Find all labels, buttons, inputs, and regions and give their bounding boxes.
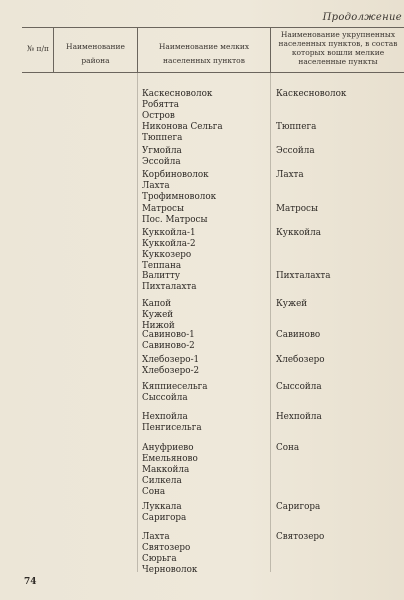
small-settlement-name: Сона	[142, 487, 166, 497]
large-settlement-name: Хлебозеро	[276, 355, 325, 365]
table-top-rule	[22, 27, 404, 28]
small-settlement-name: Капой	[142, 299, 172, 309]
small-settlement-name: Куккозеро	[142, 250, 192, 260]
small-settlements-group	[142, 271, 197, 293]
small-settlement-name: Луккала	[142, 502, 182, 512]
small-settlements-group	[142, 204, 207, 226]
large-settlement-name: Нехпойла	[276, 412, 322, 422]
small-settlement-name: Лахта	[142, 532, 170, 542]
header-small-settlements: Наименование мелких населенных пунктов	[158, 42, 250, 65]
small-settlement-name: Каскесноволок	[142, 89, 213, 99]
large-settlement-name: Кужей	[276, 299, 308, 309]
small-settlement-name: Остров	[142, 111, 175, 121]
large-settlement-name: Лахта	[276, 170, 304, 180]
small-settlement-name: Хлебозеро-1	[142, 355, 200, 365]
column-divider	[53, 27, 54, 72]
small-settlement-name: Матросы	[142, 204, 184, 214]
column-divider	[270, 27, 271, 72]
small-settlements-group	[142, 146, 182, 168]
small-settlement-name: Пос. Матросы	[142, 215, 208, 225]
small-settlement-name: Сыссойла	[142, 393, 188, 403]
small-settlement-name: Валитту	[142, 271, 181, 281]
page-number: 74	[24, 577, 37, 587]
small-settlements-group	[142, 122, 223, 144]
small-settlement-name: Кужей	[142, 310, 174, 320]
large-settlement-name: Савиново	[276, 330, 321, 340]
small-settlement-name: Тюппега	[142, 133, 183, 143]
small-settlement-name: Кяппиесельга	[142, 382, 208, 392]
small-settlement-name: Эссойла	[142, 157, 181, 167]
small-settlements-group	[142, 330, 195, 352]
small-settlement-name: Нехпойла	[142, 412, 188, 422]
large-settlement-name: Сыссойла	[276, 382, 322, 392]
small-settlements-group	[142, 382, 208, 404]
small-settlements-group	[142, 355, 199, 377]
small-settlement-name: Сюрьга	[142, 554, 177, 564]
small-settlement-name: Ануфриево	[142, 443, 194, 453]
small-settlements-group	[142, 502, 186, 524]
small-settlement-name: Маккойла	[142, 465, 190, 475]
large-settlement-name: Куккойла	[276, 228, 321, 238]
small-settlement-name: Трофимноволок	[142, 192, 217, 202]
small-settlement-name: Саригора	[142, 513, 187, 523]
small-settlement-name: Савиново-1	[142, 330, 195, 340]
large-settlement-name: Матросы	[276, 204, 318, 214]
small-settlement-name: Пихталахта	[142, 282, 197, 292]
column-divider	[270, 72, 271, 572]
small-settlement-name: Нижой	[142, 321, 175, 331]
small-settlement-name: Куккойла-1	[142, 228, 196, 238]
small-settlements-group	[142, 443, 198, 498]
small-settlement-name: Лахта	[142, 181, 170, 191]
small-settlement-name: Емельяново	[142, 454, 198, 464]
header-district: Наименование района	[66, 42, 125, 65]
large-settlement-name: Каскесноволок	[276, 89, 347, 99]
small-settlement-name: Никонова Сельга	[142, 122, 223, 132]
small-settlement-name: Силкела	[142, 476, 182, 486]
large-settlement-name: Сона	[276, 443, 300, 453]
column-divider	[137, 72, 138, 572]
continuation-label: Продолжение	[322, 12, 402, 23]
large-settlement-name: Тюппега	[276, 122, 317, 132]
large-settlement-name: Святозеро	[276, 532, 325, 542]
small-settlement-name: Корбиноволок	[142, 170, 209, 180]
small-settlement-name: Робятта	[142, 100, 180, 110]
small-settlement-name: Черноволок	[142, 565, 198, 575]
small-settlement-name: Пенгисельга	[142, 423, 202, 433]
small-settlement-name: Святозеро	[142, 543, 191, 553]
small-settlement-name: Теппана	[142, 261, 182, 271]
header-bottom-rule	[22, 72, 404, 73]
small-settlements-group	[142, 412, 202, 434]
small-settlement-name: Савиново-2	[142, 341, 195, 351]
column-divider	[137, 27, 138, 72]
small-settlements-group	[142, 89, 212, 122]
header-number: № п/п	[26, 44, 49, 53]
small-settlement-name: Хлебозеро-2	[142, 366, 200, 376]
small-settlement-name: Угмойла	[142, 146, 182, 156]
large-settlement-name: Саригора	[276, 502, 321, 512]
small-settlements-group	[142, 532, 197, 576]
small-settlement-name: Куккойла-2	[142, 239, 196, 249]
header-large-settlements: Наименование укрупненных населенных пунктов, в состав которых вошли мелкие населенные пункты	[278, 30, 398, 66]
large-settlement-name: Эссойла	[276, 146, 315, 156]
small-settlements-group	[142, 228, 196, 272]
large-settlement-name: Пихталахта	[276, 271, 331, 281]
small-settlements-group	[142, 299, 175, 332]
small-settlements-group	[142, 170, 216, 203]
